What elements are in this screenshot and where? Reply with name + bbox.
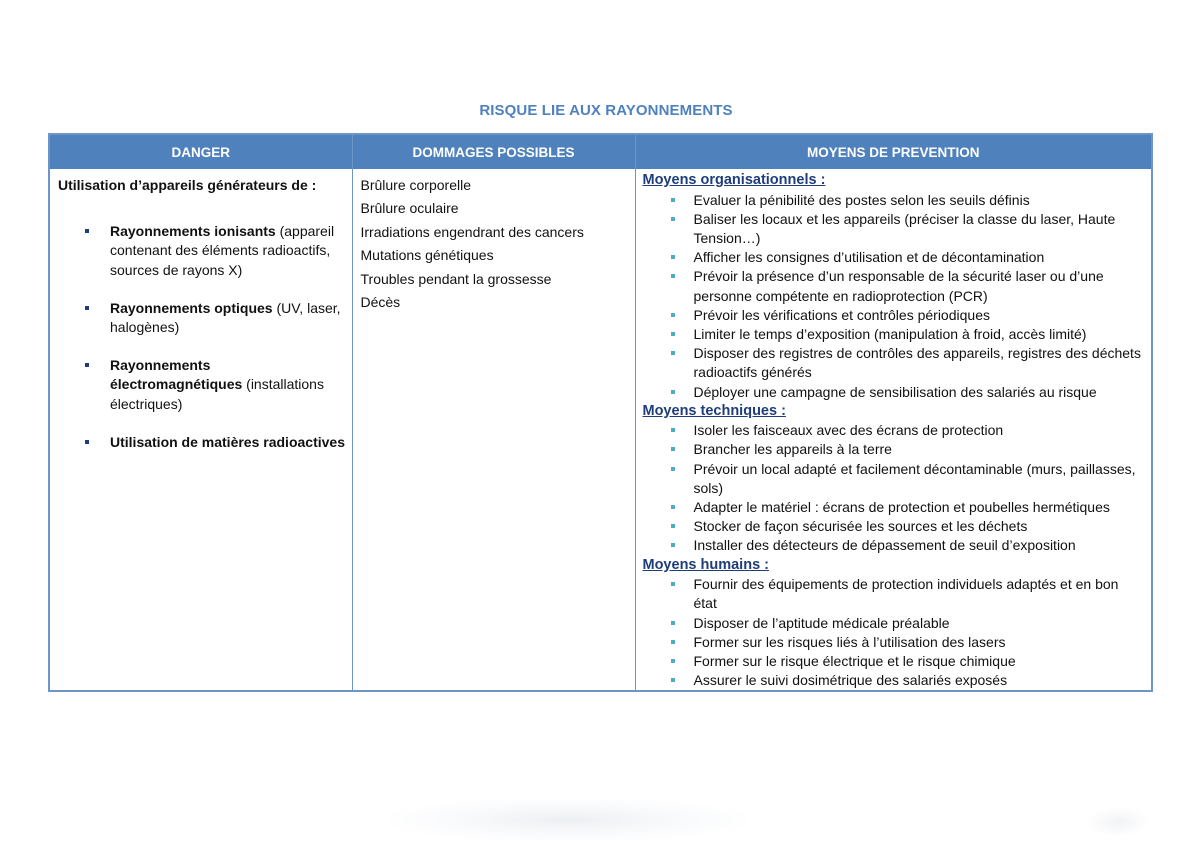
dommages-cell [352,169,635,691]
square-bullet-icon [671,313,675,317]
danger-cell [49,169,352,691]
danger-item: Rayonnements ionisants (appareil contenant des éléments radioactifs, sources de rayons X) [58,222,346,280]
square-bullet-icon [671,621,675,625]
content-row [49,169,1152,691]
dommage-item: Brûlure corporelle [360,177,471,193]
header-dommages: DOMMAGES POSSIBLES [352,134,635,169]
square-bullet-icon [85,440,89,444]
risk-table [48,133,1153,692]
faded-footer-mark [388,798,748,842]
square-bullet-icon [671,505,675,509]
square-bullet-icon [85,229,89,233]
square-bullet-icon [671,274,675,278]
square-bullet-icon [85,363,89,367]
subheading-organisationnels: Moyens organisationnels : [642,172,826,188]
square-bullet-icon [671,447,675,451]
prevention-cell [635,169,1152,691]
square-bullet-icon [671,255,675,259]
square-bullet-icon [671,467,675,471]
humains-list [643,575,1146,690]
prevention-item: Limiter le temps d’exposition (manipulation à froid, accès limité) [643,325,1146,344]
dommage-item: Décès [360,294,401,311]
techniques-list [643,421,1146,555]
square-bullet-icon [671,217,675,221]
prevention-item: Baliser les locaux et les appareils (préciser la classe du laser, Haute Tension…) [643,210,1146,248]
dommage-item: Mutations génétiques [360,247,494,264]
prevention-item: Isoler les faisceaux avec des écrans de protection [643,421,1146,440]
subheading-humains: Moyens humains : [642,556,769,573]
prevention-item: Brancher les appareils à la terre [643,440,1146,459]
prevention-item: Prévoir un local adapté et facilement décontaminable (murs, paillasses, sols) [643,460,1146,498]
dommage-item: Troubles pendant la grossesse [360,270,552,287]
prevention-item: Former sur le risque électrique et le risque chimique [643,652,1146,671]
prevention-item: Disposer des registres de contrôles des appareils, registres des déchets radioactifs générés [643,344,1146,382]
page-title: RISQUE LIE AUX RAYONNEMENTS [479,102,733,119]
danger-item: Utilisation de matières radioactives [58,433,346,452]
square-bullet-icon [671,543,675,547]
danger-list [58,222,346,452]
prevention-item: Disposer de l’aptitude médicale préalable [643,614,1146,633]
prevention-item: Déployer une campagne de sensibilisation des salariés au risque [643,383,1146,402]
danger-item: Rayonnements optiques (UV, laser, halogènes) [58,299,346,337]
prevention-item: Prévoir les vérifications et contrôles périodiques [643,306,1146,325]
prevention-item: Adapter le matériel : écrans de protection et poubelles hermétiques [643,498,1146,517]
prevention-item: Evaluer la pénibilité des postes selon les seuils définis [643,191,1146,210]
square-bullet-icon [671,351,675,355]
square-bullet-icon [671,582,675,586]
subheading-techniques: Moyens techniques : [642,402,786,419]
prevention-item: Prévoir la présence d’un responsable de la sécurité laser ou d’une personne compétente en radioprotection (PCR) [643,267,1146,305]
square-bullet-icon [671,332,675,336]
square-bullet-icon [671,390,675,394]
square-bullet-icon [85,306,89,310]
dommage-item: Irradiations engendrant des cancers [360,223,584,240]
dommage-item: Brûlure oculaire [360,200,459,217]
prevention-item: Assurer le suivi dosimétrique des salariés exposés [643,671,1146,690]
prevention-item: Stocker de façon sécurisée les sources et les déchets [643,517,1146,536]
square-bullet-icon [671,198,675,202]
prevention-item: Afficher les consignes d’utilisation et de décontamination [643,248,1146,267]
prevention-item: Former sur les risques liés à l’utilisation des lasers [643,633,1146,652]
header-prevention: MOYENS DE PREVENTION [635,134,1152,169]
square-bullet-icon [671,659,675,663]
danger-item: Rayonnements électromagnétiques (installations électriques) [58,356,346,414]
square-bullet-icon [671,678,675,682]
prevention-item: Installer des détecteurs de dépassement de seuil d’exposition [643,536,1146,555]
header-danger: DANGER [49,134,352,169]
faded-footer-mark [1088,808,1148,836]
organisationnels-list [643,191,1146,402]
square-bullet-icon [671,428,675,432]
square-bullet-icon [671,524,675,528]
prevention-item: Fournir des équipements de protection individuels adaptés et en bon état [643,575,1146,613]
square-bullet-icon [671,640,675,644]
header-row [49,134,1152,169]
danger-intro: Utilisation d’appareils générateurs de : [58,177,317,193]
